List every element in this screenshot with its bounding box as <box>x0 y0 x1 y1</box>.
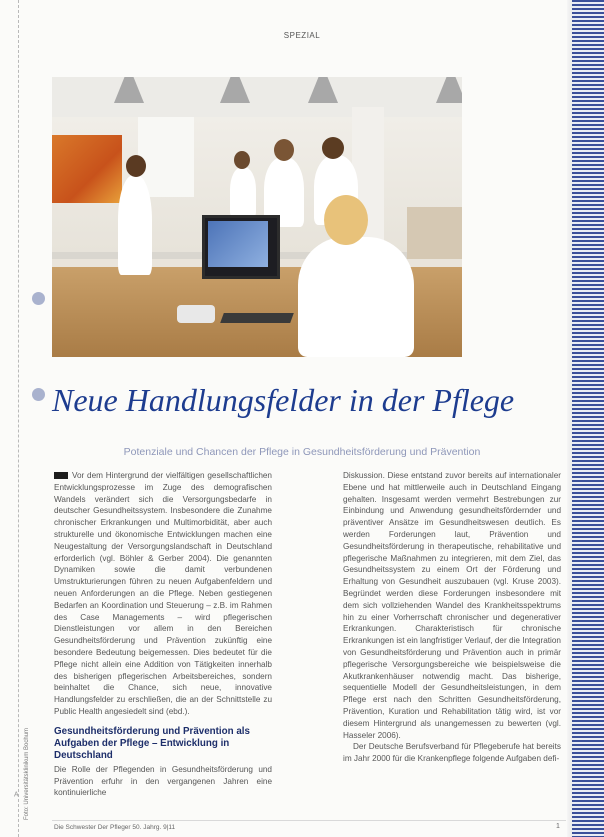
striped-edge <box>572 0 604 837</box>
binding-line <box>18 0 19 837</box>
paragraph: Der Deutsche Berufsverband für Pflegeberufe hat bereits im Jahr 2000 für die Krankenpflege folgende Aufgaben defi- <box>343 742 561 764</box>
paragraph: Diskussion. Diese entstand zuvor bereits auf internationaler Ebene und hat mittlerweile auch in Deutschland Eingang gehalten. Insgesamt werden vermehrt Bestrebungen zur Einbindung und Anwendung gesundheitsfördernder und präventiver Ansätze im Gesundheitswesen deutlich. Es werden Forderungen laut, Prävention und Gesundheitsförderung in therapeutische, rehabilitative und pflegerische Maßnahmen zu integrieren, mit dem Ziel, das Gesundheitssystem zu einem Ort der Förderung und Erhaltung von Gesundheit auszubauen (vgl. Kruse 2003). Begründet werden diese Forderungen insbesondere mit dem sich vollziehenden Wandel des Krankheitsspektrums hin zu einer Vorherrschaft chronischer und degenerativer Erkrankungen. Charakteristisch für chronische Erkrankungen ist ein langfristiger Verlauf, der die Integration von Gesundheitsförderung und Prävention auch in primär pflegerische Versorgungsbereiche wie beispielsweise die Akutkrankenhäuser notwendig macht. Das bisherige, sequentielle Modell der Gesundheitsleistungen, in dem Pflege erst nach den Schritten Gesundheitsförderung, Prävention, Kuration und Rehabilitation tätig wird, ist vor diesem Hintergrund als unangemessen zu bewerten (vgl. Hasseler 2006). <box>343 471 561 740</box>
photo-credit: Foto: Universitätsklinikum Bochum <box>24 727 30 820</box>
article-title: Neue Handlungsfelder in der Pflege <box>52 382 515 418</box>
footer-divider <box>52 820 566 821</box>
footer-publication: Die Schwester Der Pfleger 50. Jahrg. 9|11 <box>54 824 176 831</box>
nurses-at-reception-photo <box>52 77 462 357</box>
article-subtitle: Potenziale und Chancen der Pflege in Gesundheitsförderung und Prävention <box>123 446 481 458</box>
crop-mark-icon: ᴬ <box>14 791 19 802</box>
paragraph: Die Rolle der Pflegenden in Gesundheitsförderung und Prävention erfuhr in den vergangenen Jahren eine kontinuierliche <box>54 764 272 798</box>
section-heading: Gesundheitsförderung und Prävention als Aufgaben der Pflege – Entwicklung in Deutschland <box>54 725 250 761</box>
paragraph: Vor dem Hintergrund der vielfältigen gesellschaftlichen Entwicklungsprozesse im Zuge des demografischen Wandels verändert sich die Versorgungsbedarfe in deutscher Gesundheitssystem. Insbesondere die Zunahme chronischer Erkrankungen und Multimorbidität, aber auch strukturelle und ökonomische Entwicklungen machen eine Neugestaltung der Versorgungslandschaft in Deutschland erforderlich (vgl. Böhler & Gerber 2004). Die genannten Dynamiken sowie die damit verbundenen Umstrukturierungen führen zu neuen Aufgabenfeldern und neuen Anforderungen an die Pflege. Neben gestiegenen Bedarfen an Koordination und Steuerung – z.B. im Rahmen des Case Managements – wird pflegerischen Dienstleistungen vor allem in den Bereichen Gesundheitsförderung und Prävention zukünftig eine besondere Bedeutung beigemessen. Dies bedeutet für die Pflege nicht allein eine Addition von Tätigkeiten innerhalb des bisherigen pflegerischen Arbeitsbereiches, sondern beinhaltet die Chance, sich neue, innovative Handlungsfelder zu erschließen, die an der Schnittstelle zu Public Health angesiedelt sind (ebd.). <box>54 471 272 716</box>
paragraph-marker-icon <box>54 472 68 479</box>
page-number: 1 <box>556 823 560 830</box>
text-column-left <box>54 470 272 799</box>
section-label: SPEZIAL <box>283 31 321 40</box>
punch-hole-icon <box>32 388 45 401</box>
text-column-right <box>343 470 561 765</box>
punch-hole-icon <box>32 292 45 305</box>
